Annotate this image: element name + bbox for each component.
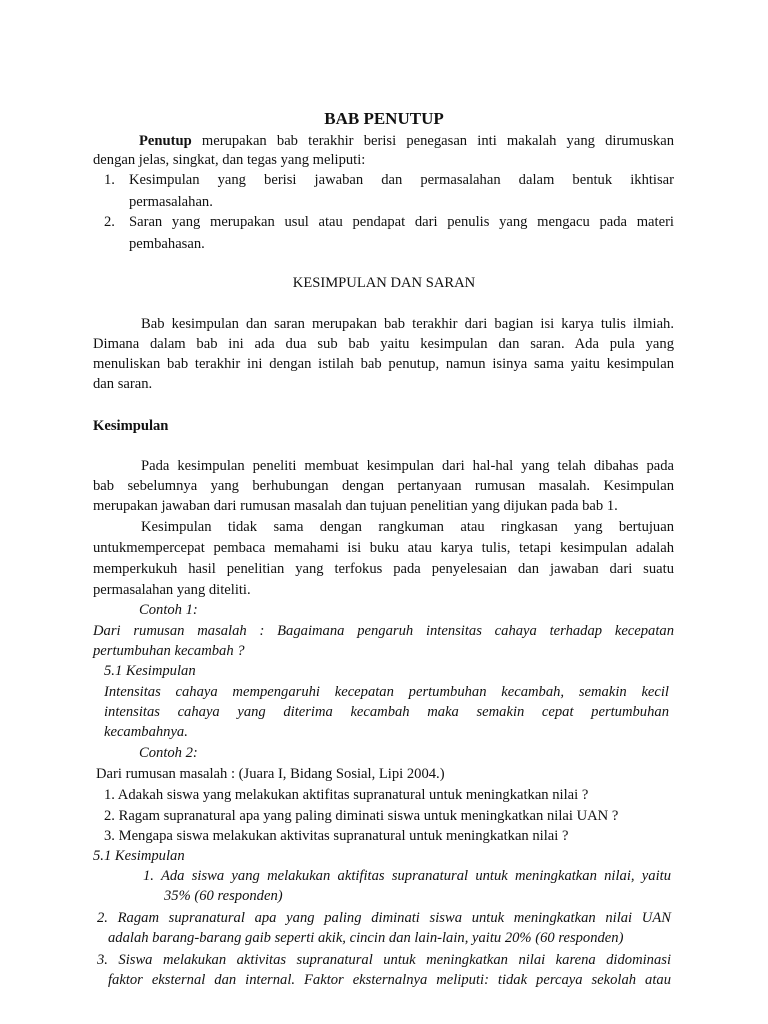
para2-line: bab sebelumnya yang berhubungan dengan pertanyaan rumusan masalah. Kesimpulan	[93, 478, 674, 494]
contoh2-sub-heading: 5.1 Kesimpulan	[93, 848, 185, 864]
contoh1-question-line: Dari rumusan masalah : Bagaimana pengaruh intensitas cahaya terhadap kecepatan	[93, 623, 674, 639]
contoh1-sub-heading: 5.1 Kesimpulan	[104, 663, 196, 679]
page-title: BAB PENUTUP	[324, 109, 444, 128]
para1-line: menuliskan bab terakhir ini dengan istilah bab penutup, namun isinya sama yaitu kesimpulan	[93, 356, 674, 372]
contoh2-answer-line: 35% (60 responden)	[164, 888, 283, 904]
para3-line: memperkukuh hasil penelitian yang terfokus pada penyelesaian dan jawaban dari suatu	[93, 561, 674, 577]
contoh1-answer-line: kecambahnya.	[104, 724, 188, 740]
para3-line: Kesimpulan tidak sama dengan rangkuman atau ringkasan yang bertujuan	[141, 519, 674, 535]
para1-line: Bab kesimpulan dan saran merupakan bab terakhir dari bagian isi karya tulis ilmiah.	[141, 316, 674, 332]
para3-line: untukmempercepat pembaca memahami isi buku atau karya tulis, tetapi kesimpulan adalah	[93, 540, 674, 556]
contoh2-answer-line: adalah barang-barang gaib seperti akik, cincin dan lain-lain, yaitu 20% (60 responden)	[108, 930, 624, 946]
contoh1-answer-line: intensitas cahaya yang diterima kecambah maka semakin cepat pertumbuhan	[104, 704, 669, 720]
contoh2-answer-line: faktor eksternal dan internal. Faktor eksternalnya meliputi: tidak percaya sekolah atau	[108, 972, 671, 988]
contoh2-intro: Dari rumusan masalah : (Juara I, Bidang Sosial, Lipi 2004.)	[96, 766, 445, 782]
contoh1-label: Contoh 1:	[139, 602, 198, 618]
para1-line: dan saran.	[93, 376, 153, 392]
para1-line: Dimana dalam bab ini ada dua sub bab yaitu kesimpulan dan saran. Ada pula yang	[93, 336, 674, 352]
para2-line: Pada kesimpulan peneliti membuat kesimpulan dari hal-hal yang telah dibahas pada	[141, 458, 674, 474]
intro-line-1: Penutup merupakan bab terakhir berisi penegasan inti makalah yang dirumuskan	[139, 133, 674, 149]
contoh2-answer-line: 3. Siswa melakukan aktivitas supranatural untuk meningkatkan nilai karena didominasi	[97, 952, 671, 968]
intro-list-item: 1. Kesimpulan yang berisi jawaban dan permasalahan dalam bentuk ikhtisar permasalahan.	[104, 172, 674, 210]
contoh1-answer-line: Intensitas cahaya mempengaruhi kecepatan pertumbuhan kecambah, semakin kecil	[104, 684, 669, 700]
contoh1-question-line: pertumbuhan kecambah ?	[93, 643, 245, 659]
contoh2-label: Contoh 2:	[139, 745, 198, 761]
section-heading: KESIMPULAN DAN SARAN	[292, 275, 476, 291]
contoh2-answer-line: 1. Ada siswa yang melakukan aktifitas supranatural untuk meningkatkan nilai, yaitu	[143, 868, 671, 884]
intro-line-2: dengan jelas, singkat, dan tegas yang meliputi:	[93, 152, 366, 168]
para2-line: merupakan jawaban dari rumusan masalah dan tujuan penelitian yang dijukan pada bab 1.	[93, 498, 618, 514]
contoh2-question: 3. Mengapa siswa melakukan aktivitas supranatural untuk meningkatkan nilai ?	[104, 828, 569, 844]
intro-bold-term: Penutup	[139, 133, 192, 149]
contoh2-question: 1. Adakah siswa yang melakukan aktifitas supranatural untuk meningkatkan nilai ?	[104, 787, 589, 803]
contoh2-answer-line: 2. Ragam supranatural apa yang paling diminati siswa untuk meningkatkan nilai UAN	[97, 910, 671, 926]
kesimpulan-heading: Kesimpulan	[93, 418, 169, 434]
para3-line: permasalahan yang diteliti.	[93, 582, 251, 598]
intro-list-item: 2. Saran yang merupakan usul atau pendapat dari penulis yang mengacu pada materi pembahasan.	[104, 214, 674, 252]
contoh2-question: 2. Ragam supranatural apa yang paling diminati siswa untuk meningkatkan nilai UAN ?	[104, 808, 619, 824]
